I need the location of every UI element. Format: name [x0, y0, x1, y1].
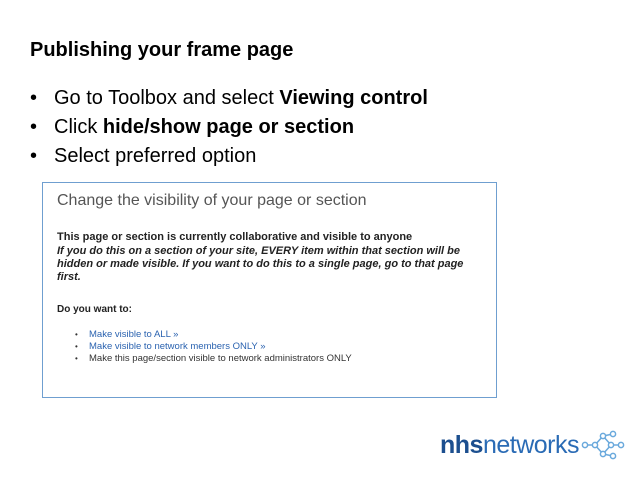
make-visible-all-link[interactable]: Make visible to ALL »	[89, 329, 179, 340]
visibility-status: This page or section is currently collaborative and visible to anyone	[57, 231, 413, 243]
nhs-networks-logo	[440, 428, 625, 462]
option-item	[75, 341, 352, 353]
options-question: Do you want to:	[57, 304, 132, 315]
option-item	[75, 353, 352, 365]
visibility-panel	[42, 182, 497, 398]
instruction-list	[30, 84, 428, 171]
visibility-options	[75, 329, 352, 365]
slide-title: Publishing your frame page	[30, 39, 294, 61]
admin-only-option: Make this page/section visible to network administrators ONLY	[89, 353, 352, 364]
bullet-marker: •	[30, 145, 38, 167]
panel-heading: Change the visibility of your page or section	[57, 192, 367, 209]
bullet-marker: •	[30, 87, 38, 109]
option-bullet: •	[75, 354, 78, 363]
instruction-text: Go to Toolbox and select	[54, 87, 280, 109]
make-visible-members-link[interactable]: Make visible to network members ONLY »	[89, 341, 266, 352]
instruction-text: Click	[54, 116, 103, 138]
instruction-item	[30, 113, 428, 142]
visibility-warning: If you do this on a section of your site, EVERY item within that section will be hidden or made visible. If you want to do this to a single page, go to that page first.	[57, 245, 464, 283]
logo-text-networks: networks	[482, 430, 579, 459]
option-bullet: •	[75, 342, 78, 351]
instruction-bold: Viewing control	[279, 87, 428, 109]
option-bullet: •	[75, 330, 78, 339]
network-nodes-icon	[581, 428, 625, 462]
instruction-item	[30, 84, 428, 113]
instruction-item	[30, 142, 428, 171]
option-item	[75, 329, 352, 341]
logo-text-nhs: nhs	[440, 430, 483, 459]
bullet-marker: •	[30, 116, 38, 138]
instruction-bold: hide/show page or section	[102, 116, 355, 138]
instruction-text: Select preferred option	[54, 145, 257, 167]
